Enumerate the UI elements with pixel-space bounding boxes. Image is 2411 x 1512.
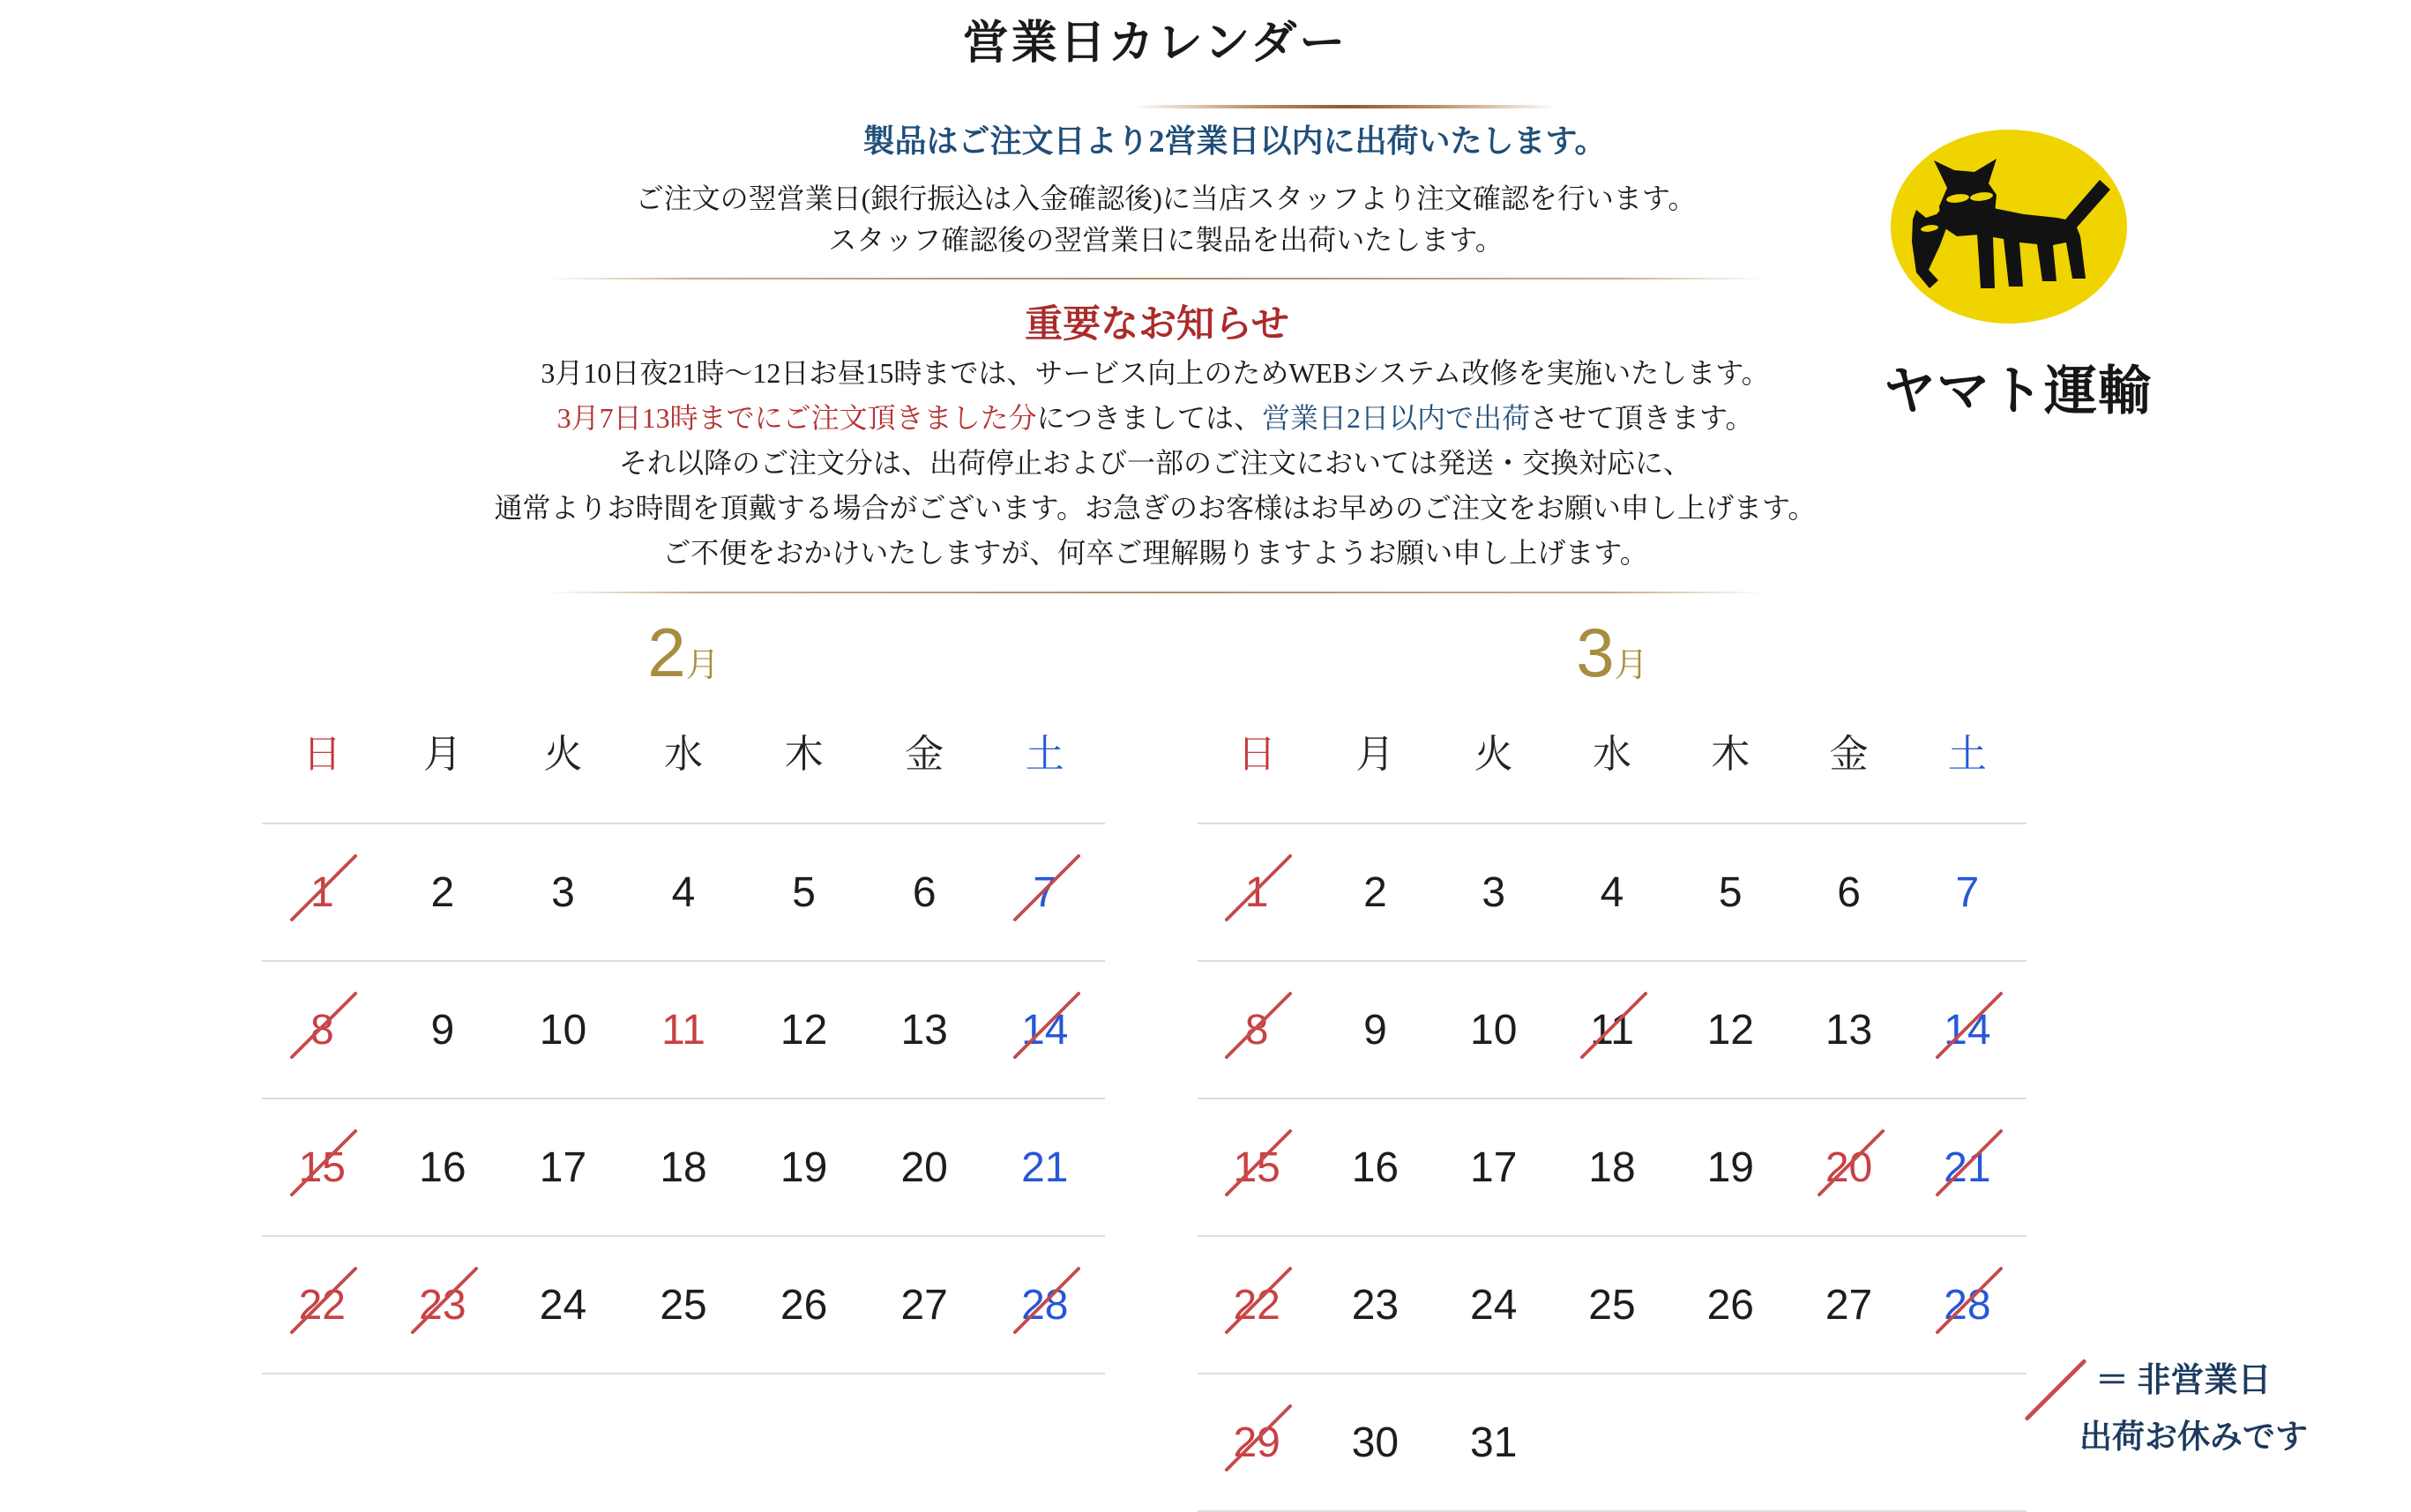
day-number: 2	[1363, 868, 1387, 916]
day-cell	[743, 1099, 864, 1235]
day-cell	[1198, 1099, 1316, 1235]
weekday-label: 水	[664, 733, 704, 776]
day-cell	[1435, 962, 1553, 1098]
day-number: 27	[1825, 1281, 1873, 1329]
calendar-week-row	[262, 960, 1105, 1098]
weekday-header-row	[262, 719, 1105, 782]
notice-segment-black: それ以降のご注文分は、出荷停止および一部のご注文においては発送・交換対応に、	[618, 447, 1692, 479]
calendar-march	[1198, 608, 2027, 1512]
day-cell	[1316, 1374, 1434, 1510]
day-number: 3	[1482, 868, 1506, 916]
empty-day-cell	[1671, 1374, 1789, 1510]
notice-line	[495, 486, 1817, 531]
day-cell	[1908, 1237, 2027, 1373]
day-number: 15	[1233, 1143, 1280, 1191]
notice-text	[495, 351, 1817, 576]
weekday-label: 月	[422, 733, 462, 776]
day-cell	[1316, 824, 1434, 960]
day-cell	[1908, 962, 2027, 1098]
day-number: 4	[671, 868, 696, 916]
calendar-week-row	[262, 1235, 1105, 1373]
day-cell	[864, 1099, 985, 1235]
day-number: 20	[1825, 1143, 1873, 1191]
day-cell	[1435, 1374, 1553, 1510]
day-cell	[1316, 962, 1434, 1098]
notice-line	[495, 441, 1817, 486]
weekday-header-row	[1198, 719, 2027, 782]
month-suffix: 月	[1614, 647, 1648, 684]
day-number: 31	[1470, 1419, 1518, 1466]
notice-segment-black: させて頂きます。	[1529, 402, 1754, 434]
weekday-label: 日	[1237, 733, 1277, 776]
weekday-label: 金	[1829, 733, 1869, 776]
non-business-slash-icon	[2024, 1359, 2086, 1421]
weekday-label: 水	[1592, 733, 1631, 776]
legend-title: ＝ 非営業日	[2095, 1362, 2272, 1399]
day-cell	[1671, 1099, 1789, 1235]
yamato-cat-icon	[1890, 129, 2128, 325]
day-number: 21	[1944, 1143, 1991, 1191]
day-cell	[1671, 962, 1789, 1098]
day-number: 14	[1021, 1006, 1069, 1054]
notice-line	[495, 396, 1817, 441]
day-cell	[383, 962, 504, 1098]
calendar-week-row	[1198, 1235, 2027, 1373]
day-cell	[1908, 824, 2027, 960]
day-cell	[623, 1237, 744, 1373]
weekday-label: 火	[543, 733, 583, 776]
day-number: 17	[1470, 1143, 1518, 1191]
day-cell	[383, 824, 504, 960]
day-number: 3	[551, 868, 575, 916]
notice-segment-black: ご不便をおかけいたしますが、何卒ご理解賜りますようお願い申し上げます。	[662, 537, 1648, 569]
calendar-week-row	[262, 1098, 1105, 1235]
day-cell	[1553, 1099, 1671, 1235]
day-number: 5	[1718, 868, 1743, 916]
day-number: 9	[430, 1006, 455, 1054]
day-number: 11	[1590, 1006, 1634, 1054]
day-cell	[1435, 824, 1553, 960]
day-cell	[623, 824, 744, 960]
lead-line-2: スタッフ確認後の翌営業日に製品を出荷いたします。	[828, 224, 1504, 256]
day-cell	[383, 1237, 504, 1373]
weekday-label: 日	[302, 733, 342, 776]
lead-highlight: 製品はご注文日より2営業日以内に出荷いたします。	[862, 123, 1607, 159]
day-number: 16	[419, 1143, 467, 1191]
day-number: 2	[430, 868, 455, 916]
weekday-label: 土	[1025, 733, 1064, 776]
day-number: 10	[539, 1006, 587, 1054]
day-cell	[864, 1237, 985, 1373]
day-cell	[984, 1099, 1105, 1235]
day-cell	[1198, 1374, 1316, 1510]
day-cell	[623, 1099, 744, 1235]
day-cell	[1435, 1237, 1553, 1373]
day-cell	[743, 824, 864, 960]
day-cell	[1316, 1099, 1434, 1235]
month-number: 2	[647, 614, 686, 691]
day-number: 23	[419, 1281, 467, 1329]
empty-day-cell	[1553, 1374, 1671, 1510]
day-cell	[503, 1099, 623, 1235]
day-number: 15	[298, 1143, 346, 1191]
day-number: 18	[660, 1143, 707, 1191]
day-cell	[383, 1099, 504, 1235]
day-cell	[262, 1237, 383, 1373]
legend-subtitle: 出荷お休みです	[2079, 1419, 2308, 1456]
calendar-week-row	[1198, 823, 2027, 960]
section-divider-top	[547, 278, 1764, 279]
weekday-label: 火	[1474, 733, 1513, 776]
day-number: 5	[792, 868, 816, 916]
day-number: 28	[1944, 1281, 1991, 1329]
day-number: 22	[298, 1281, 346, 1329]
calendar-grid-march	[1198, 823, 2027, 1512]
day-cell	[984, 962, 1105, 1098]
notice-segment-black: につきましては、	[1036, 402, 1262, 434]
day-cell	[1789, 1237, 1907, 1373]
day-number: 30	[1351, 1419, 1400, 1466]
day-number: 21	[1021, 1143, 1069, 1191]
day-cell	[262, 962, 383, 1098]
day-number: 4	[1600, 868, 1624, 916]
weekday-label: 土	[1947, 733, 1987, 776]
weekday-label: 月	[1355, 733, 1395, 776]
page-title: 営業日カレンダー	[962, 18, 1348, 69]
empty-day-cell	[1908, 1374, 2027, 1510]
notice-segment-black: 通常よりお時間を頂戴する場合がございます。お急ぎのお客様はお早めのご注文をお願い申し上げます。	[494, 492, 1817, 524]
lead-line-1: ご注文の翌営業日(銀行振込は入金確認後)に当店スタッフより注文確認を行います。	[635, 182, 1697, 214]
day-number: 13	[1825, 1006, 1873, 1054]
day-number: 26	[1706, 1281, 1754, 1329]
notice-line	[495, 351, 1817, 396]
day-cell	[1316, 1237, 1434, 1373]
calendar-week-row	[262, 823, 1105, 960]
day-number: 19	[1706, 1143, 1754, 1191]
day-number: 11	[661, 1006, 705, 1054]
month-number: 3	[1576, 614, 1615, 691]
day-cell	[1671, 824, 1789, 960]
day-cell	[1908, 1099, 2027, 1235]
day-number: 25	[1588, 1281, 1636, 1329]
notice-segment-blue: 営業日2日以内で出荷	[1261, 402, 1530, 434]
day-number: 28	[1021, 1281, 1069, 1329]
day-cell	[1789, 824, 1907, 960]
day-number: 29	[1233, 1419, 1280, 1466]
day-number: 12	[780, 1006, 828, 1054]
weekday-label: 金	[905, 733, 944, 776]
day-cell	[262, 824, 383, 960]
day-number: 20	[900, 1143, 948, 1191]
notice-segment-red: 3月7日13時までにご注文頂きました分	[556, 402, 1037, 434]
day-number: 6	[912, 868, 937, 916]
calendar-week-row	[1198, 960, 2027, 1098]
day-number: 24	[1470, 1281, 1518, 1329]
day-number: 9	[1363, 1006, 1387, 1054]
day-number: 26	[780, 1281, 828, 1329]
day-number: 14	[1944, 1006, 1991, 1054]
day-number: 1	[1244, 868, 1269, 916]
day-cell	[984, 1237, 1105, 1373]
day-number: 10	[1470, 1006, 1518, 1054]
day-number: 13	[900, 1006, 948, 1054]
title-divider	[1133, 105, 1556, 108]
day-number: 8	[1244, 1006, 1269, 1054]
weekday-label: 木	[784, 733, 824, 776]
day-cell	[1553, 824, 1671, 960]
day-cell	[1671, 1237, 1789, 1373]
day-cell	[1435, 1099, 1553, 1235]
empty-day-cell	[1789, 1374, 1907, 1510]
day-cell	[1198, 962, 1316, 1098]
day-cell	[623, 962, 744, 1098]
calendar-february	[262, 608, 1105, 1374]
day-cell	[262, 1099, 383, 1235]
notice-line	[495, 531, 1817, 576]
day-cell	[503, 824, 623, 960]
section-divider-bottom	[547, 592, 1764, 593]
day-number: 17	[539, 1143, 587, 1191]
day-cell	[1553, 1237, 1671, 1373]
day-number: 18	[1588, 1143, 1636, 1191]
day-number: 7	[1955, 868, 1980, 916]
day-cell	[1789, 1099, 1907, 1235]
day-number: 24	[539, 1281, 587, 1329]
day-cell	[503, 1237, 623, 1373]
month-title-march	[1198, 608, 2027, 696]
day-cell	[743, 1237, 864, 1373]
day-number: 25	[660, 1281, 707, 1329]
calendar-grid-february	[262, 823, 1105, 1374]
day-number: 8	[310, 1006, 334, 1054]
day-cell	[1198, 1237, 1316, 1373]
weekday-label: 木	[1711, 733, 1750, 776]
day-number: 22	[1233, 1281, 1280, 1329]
day-number: 1	[310, 868, 334, 916]
day-cell	[864, 824, 985, 960]
day-number: 27	[900, 1281, 948, 1329]
day-number: 16	[1351, 1143, 1400, 1191]
day-cell	[1198, 824, 1316, 960]
day-number: 7	[1033, 868, 1057, 916]
calendar-week-row	[1198, 1098, 2027, 1235]
day-cell	[743, 962, 864, 1098]
yamato-logo	[1870, 123, 2165, 423]
day-cell	[1789, 962, 1907, 1098]
day-cell	[864, 962, 985, 1098]
day-cell	[984, 824, 1105, 960]
notice-segment-black: 3月10日夜21時〜12日お昼15時までは、サービス向上のためWEBシステム改修を実施いたします。	[541, 357, 1770, 389]
calendar-week-row	[1198, 1373, 2027, 1510]
yamato-brand-text: ヤマト運輸	[1883, 361, 2152, 421]
month-suffix: 月	[685, 647, 720, 684]
day-number: 19	[780, 1143, 828, 1191]
notice-heading: 重要なお知らせ	[1025, 304, 1289, 346]
month-title-february	[262, 608, 1105, 696]
day-cell	[1553, 962, 1671, 1098]
day-number: 6	[1837, 868, 1861, 916]
day-cell	[503, 962, 623, 1098]
day-number: 23	[1351, 1281, 1400, 1329]
day-number: 12	[1706, 1006, 1754, 1054]
